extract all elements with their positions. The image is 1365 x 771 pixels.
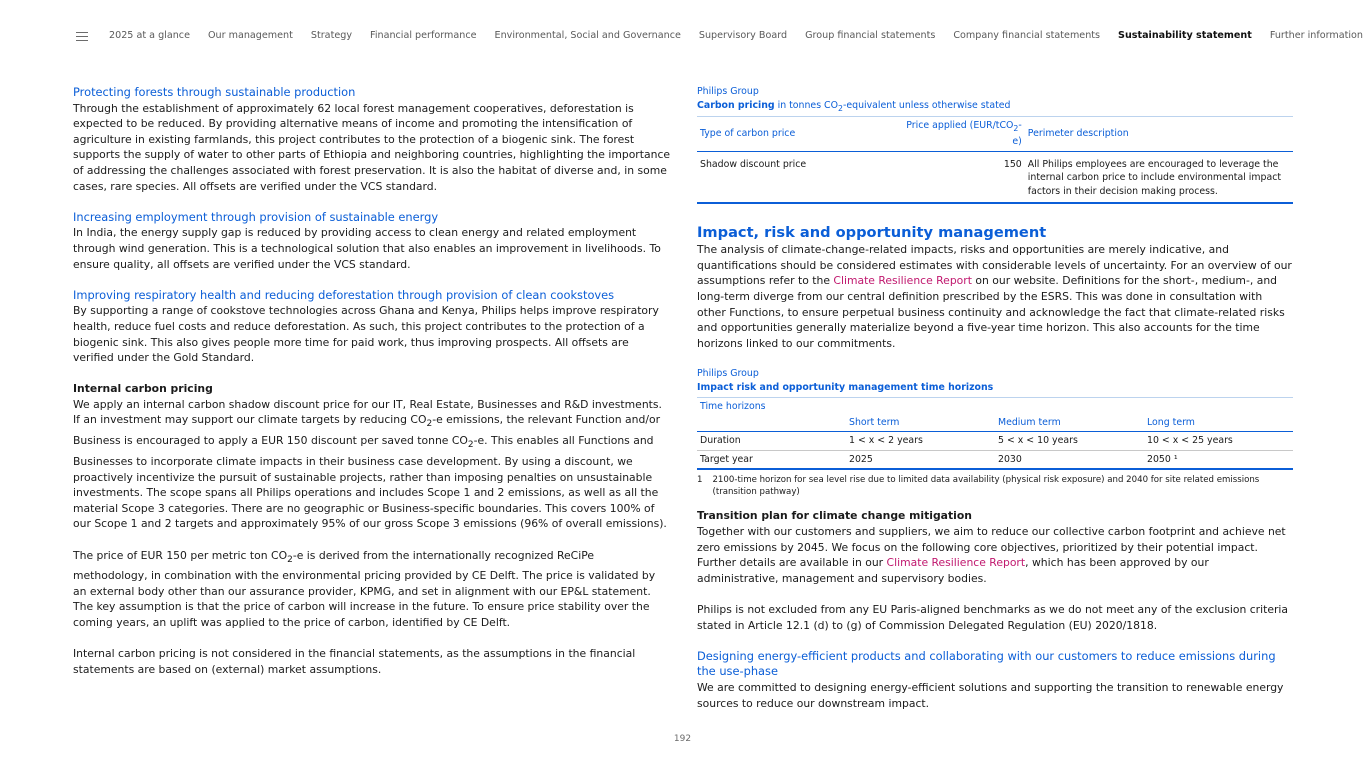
right-column [697,85,1293,711]
section-body-employment: In India, the energy supply gap is reduced by providing access to clean energy and related employment through wind generation. This is a technological solution that also enables an improvement in livelihoods. To ensure quality, all offsets are verified under the VCS standard. [73,226,661,271]
paragraph-paris-benchmarks: Philips is not excluded from any EU Paris-aligned benchmarks as we do not meet any of the exclusion criteria stated in Article 12.1 (d) to (g) of Commission Delegated Regulation (EU) 2020/1818. [697,602,1289,632]
table-footnote: 1 2100-time horizon for sea level rise due to limited data availability (physical risk exposure) and 2040 for site related emissions (transition pathway) [697,475,1260,498]
section-title-cookstoves: Improving respiratory health and reducing deforestation through provision of clean cookstoves [73,287,615,302]
nav-item-sustainability-statement[interactable]: Sustainability statement [1118,30,1252,41]
section-title-energy-efficient-products: Designing energy-efficient products and collaborating with our customers to reduce emissions during the use-phase [697,648,1276,679]
nav-item-company-financial-statements[interactable]: Company financial statements [953,30,1101,41]
nav-item-further-information[interactable]: Further information [1269,30,1363,41]
climate-resilience-report-link[interactable]: Climate Resilience Report [886,556,1026,570]
table-cell: Target year [697,450,846,469]
nav-item-financial-performance[interactable]: Financial performance [370,30,477,41]
paragraph-transition-plan: Together with our customers and suppliers, we aim to reduce our collective carbon footprint and achieve net zero emissions by 2045. We focus on the following core objectives, prioritized by their potential impact. Further details are available in our Climate Resilience Report, which has been approved by our administrative, management and supervisory bodies. [697,525,1286,585]
carbon-pricing-table [697,116,1293,204]
column-header: Long term [1144,414,1293,432]
table-cell: Shadow discount price [697,151,900,203]
nav-item-group-financial-statements[interactable]: Group financial statements [805,30,936,41]
paragraph-financial-statements: Internal carbon pricing is not considered in the financial statements, as the assumptions in the financial statements are based on (external) market assumptions. [73,647,636,676]
paragraph-iro-analysis: The analysis of climate-change-related impacts, risks and opportunities are merely indicative, and quantifications should be considered estimates with considerable levels of uncertainty. For an overview of our assumptions refer to the Climate Resilience Report on our website. Definitions for the short-, medium-, and long-term diverge from our central definition prescribed by the ESRS. This was done in consultation with other Functions, to ensure perpetual business continuity and acknowledge the fact that climate-related risks and opportunities generally materialize beyond a five-year time horizon. This also accounts for the time horizons linked to our commitments. [697,243,1292,350]
table-cell: Duration [697,432,846,451]
column-header: Medium term [995,414,1144,432]
table-cell: All Philips employees are encouraged to leverage the internal carbon price to include environmental impact factors in their decision making process. [1025,151,1293,203]
table-cell: 2030 [995,450,1144,469]
nav-item-our-management[interactable]: Our management [207,30,293,41]
page-number: 192 [673,734,692,744]
section-body-cookstoves: By supporting a range of cookstove technologies across Ghana and Kenya, Philips helps improve respiratory health, reduce fuel costs and reduce deforestation. As such, this project contributes to the protection of a biogenic sink. This also gives people more time for paid work, thus improving prospects. All offsets are verified under the Gold Standard. [73,304,659,365]
table-cell: 150 [900,151,1025,203]
nav-item-supervisory-board[interactable]: Supervisory Board [698,30,788,41]
section-title-internal-carbon-pricing: Internal carbon pricing [73,382,213,396]
section-body-forests: Through the establishment of approximately 62 local forest management cooperatives, deforestation is expected to be reduced. By providing alternative means of income and promoting the intensification of agriculture in existing farmlands, this project contributes to the protection of a biogenic sink. The forest supports the supply of water to other parts of Ethiopia and neighboring countries, highlighting the importance of addressing the challenges associated with forest preservation. It is also the habitat of diverse and, in some cases, rare species. All offsets are verified under the VCS standard. [73,101,671,193]
nav-item-at-a-glance[interactable]: 2025 at a glance [109,30,190,41]
column-header: Short term [846,414,995,432]
paragraph-price-derivation: The price of EUR 150 per metric ton $CO_2-e$ is derived from the internationally recognized ReCiPe methodology, in combination with the environmental pricing provided by CE Delft. The price is validated by an external body other than our assurance provider, KPMG, and set in alignment with our EP&L statement. The key assumption is that the price of carbon will increase in the future. To ensure price stability over the coming years, an uplift was applied to the price of carbon, identified by CE Delft. [73,548,656,630]
climate-resilience-report-link[interactable]: Climate Resilience Report [833,274,972,288]
table-title-carbon-pricing: Carbon pricing in tonnes $CO_2$-equivalent unless otherwise stated [697,100,1011,113]
nav-item-strategy[interactable]: Strategy [310,30,352,41]
table-cell: 2025 [846,450,995,469]
column-header: Price applied (EUR/tCO$_2$-e) [900,116,1025,151]
hamburger-menu-icon[interactable] [76,32,88,41]
top-navigation [0,0,1365,74]
table-row [697,432,1293,451]
section-heading-iro-management: Impact, risk and opportunity management [697,224,1047,242]
nav-item-esg[interactable]: Environmental, Social and Governance [494,30,681,41]
nav-items [109,30,1363,41]
table-row [697,450,1293,469]
table-group-label: Philips Group [697,368,759,380]
table-cell: 1 < x < 2 years [846,432,995,451]
section-body-internal-carbon-pricing: We apply an internal carbon shadow discount price for our IT, Real Estate, Businesses and R&D investments. If an investment may support our climate targets by reducing $CO_2-e$ emissions, the relevant Function and/or Business is encouraged to apply a EUR 150 discount per saved tonne $CO_2-e$. This enables all Functions and Businesses to incorporate climate impacts in their business case development. By using a discount, we proactively incentivize the pursuit of sustainable projects, rather than imposing penalties on unsustainable investments. The scope spans all Philips operations and includes Scope 1 and 2 emissions, as well as all the material Scope 3 categories. There are no geographic or Business-specific boundaries. This covers 100% of our Scope 1 and 2 targets and approximately 95% of our gross Scope 3 emissions (96% of overall emissions). [73,397,667,531]
section-title-transition-plan: Transition plan for climate change mitigation [697,509,972,523]
table-title-time-horizons: Impact risk and opportunity management time horizons [697,382,994,394]
column-group-header: Time horizons [697,398,1293,414]
time-horizons-table [697,397,1293,470]
table-group-label: Philips Group [697,86,759,97]
section-body-energy-efficient-products: We are committed to designing energy-efficient solutions and supporting the transition to renewable energy sources to reduce our downstream impact. [697,680,1284,710]
section-title-employment: Increasing employment through provision of sustainable energy [73,209,439,224]
left-column [73,85,671,677]
section-title-forests: Protecting forests through sustainable production [73,85,356,99]
table-cell: 2050 ¹ [1144,450,1293,469]
column-header: Type of carbon price [697,116,900,151]
column-header: Perimeter description [1025,116,1293,151]
table-cell: 10 < x < 25 years [1144,432,1293,451]
table-cell: 5 < x < 10 years [995,432,1144,451]
